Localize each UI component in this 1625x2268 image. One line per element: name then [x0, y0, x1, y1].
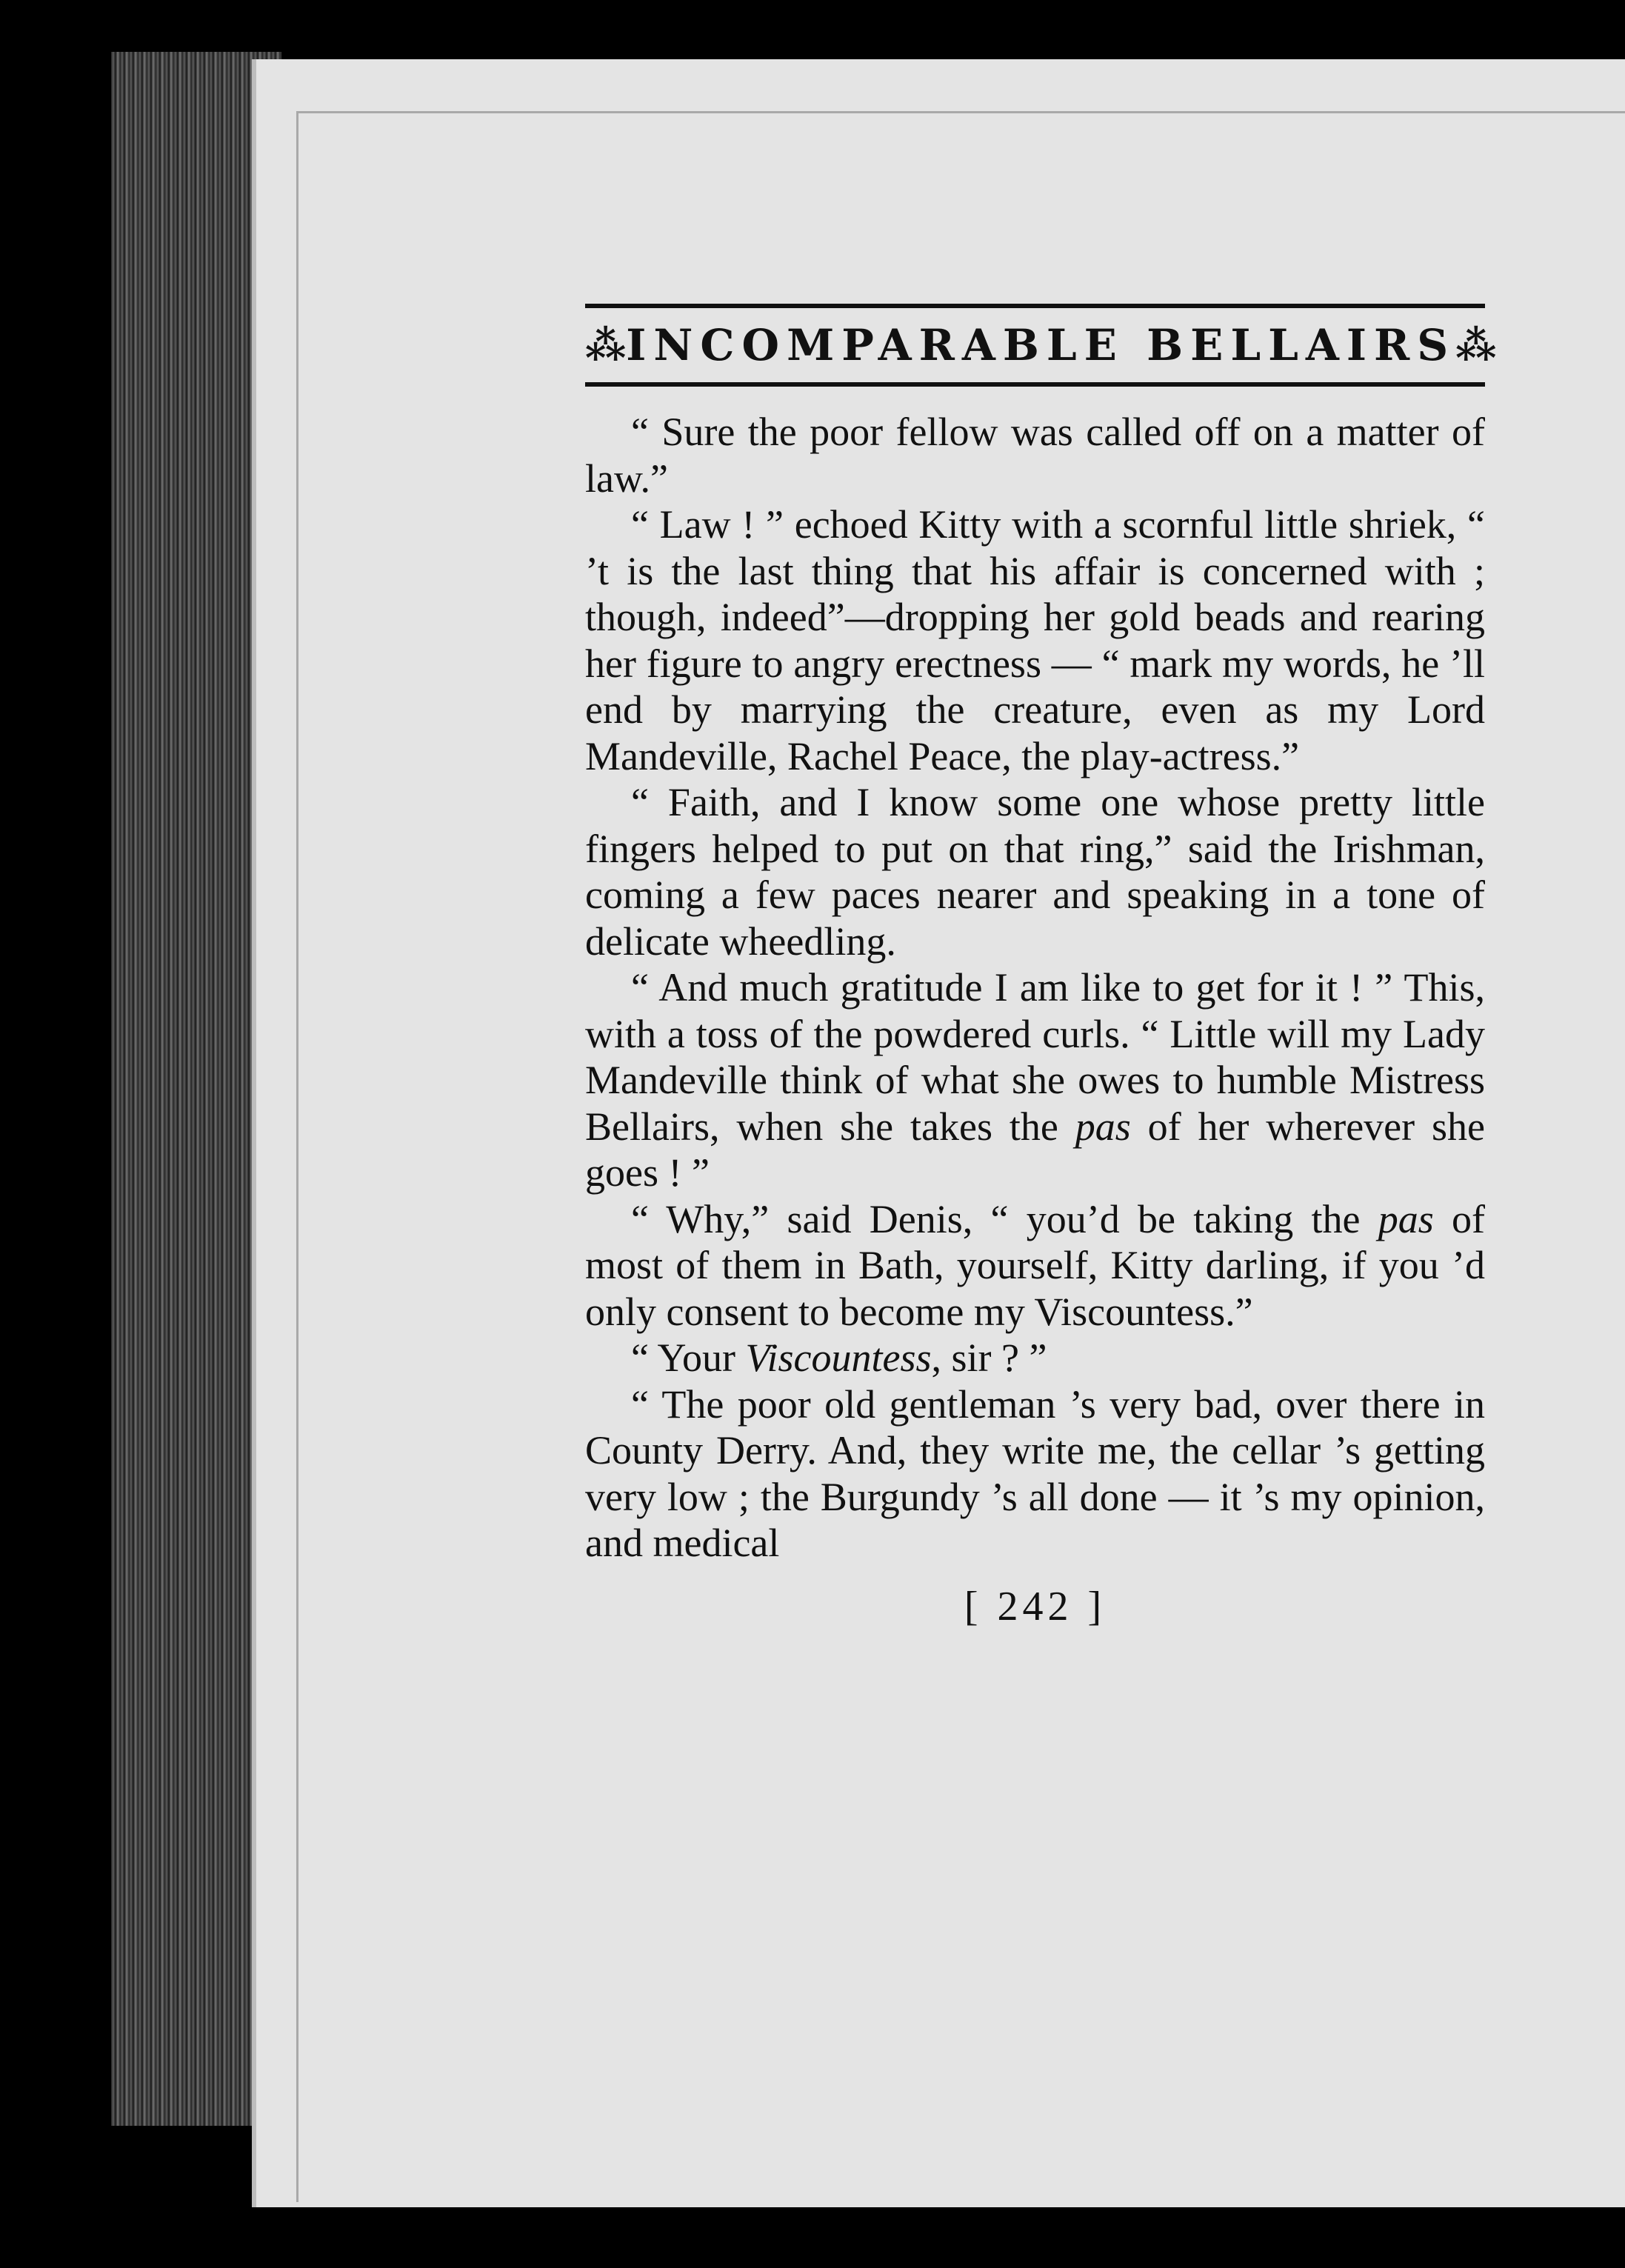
paragraph: “ The poor old gentleman ’s very bad, over there in County Derry. And, they write me, the cellar ’s getting very low ; the Burgundy ’s all done — it ’s my opinion, and medical: [585, 1381, 1485, 1565]
italic-word: Viscountess: [745, 1335, 932, 1380]
header-bottom-rule: [585, 382, 1485, 387]
paragraph-text: of most of them in Bath, yourself, Kitty darling, if you ’d only consent to become my Viscountess.”: [585, 1196, 1485, 1334]
running-header: [585, 308, 1497, 382]
running-title: INCOMPARABLE BELLAIRS: [626, 320, 1456, 370]
paragraph-text: “ Your: [631, 1335, 746, 1380]
paragraph: [585, 1335, 1485, 1381]
paragraph: [585, 1196, 1485, 1335]
italic-word: pas: [1075, 1104, 1131, 1149]
text-block: [585, 304, 1497, 1630]
paragraph-text: “ Why,” said Denis, “ you’d be taking the: [631, 1196, 1378, 1241]
italic-word: pas: [1378, 1196, 1434, 1241]
page-number: [ 242 ]: [964, 1583, 1107, 1630]
paragraph: “ Faith, and I know some one whose pretty little fingers helped to put on that ring,” said the Irishman, coming a few paces nearer and speaking in a tone of delicate wheedling.: [585, 780, 1485, 964]
paragraph-text: , sir ? ”: [931, 1335, 1047, 1380]
paragraph: [585, 964, 1485, 1196]
paragraph-text: “ And much gratitude I am like to get for it ! ” This, with a toss of the powdered curls. “ Little will my Lady Mandeville think of what she owes to humble Mistress Bellairs, when she takes the: [585, 965, 1485, 1149]
paragraph-text: of her wherever she goes ! ”: [585, 1104, 1485, 1195]
paragraph: “ Law ! ” echoed Kitty with a scornful little shriek, “ ’t is the last thing that his affair is concerned with ; though, indeed”—dropping her gold beads and rearing her figure to angry erectness — “ mark my words, he ’ll end by marrying the creature, even as my Lord Mandeville, Rachel Peace, the play-actress.”: [585, 502, 1485, 778]
body-text: [585, 409, 1485, 1567]
ornament-right-icon: ⁂: [1455, 321, 1497, 369]
ornament-left-icon: ⁂: [585, 321, 627, 369]
paragraph: “ Sure the poor fellow was called off on a matter of law.”: [585, 410, 1485, 501]
